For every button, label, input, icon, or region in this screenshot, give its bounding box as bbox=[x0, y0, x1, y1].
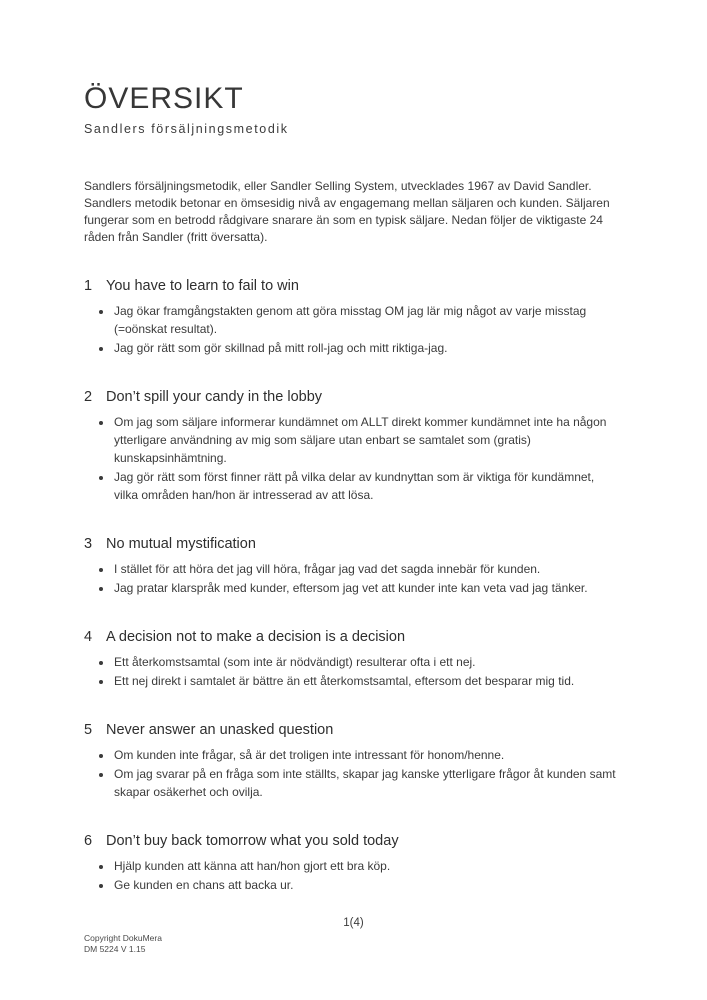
section-heading bbox=[84, 627, 621, 647]
bullet-item: • Jag gör rätt som först finner rätt på vilka delar av kundnyttan som är viktiga för kundämnet, vilka områden han/hon är intresserad av att lösa. bbox=[113, 468, 621, 504]
bullet-list bbox=[84, 857, 621, 894]
bullet-item: • I stället för att höra det jag vill höra, frågar jag vad det sagda innebär för kunden. bbox=[113, 560, 621, 578]
section-title: No mutual mystification bbox=[106, 536, 256, 552]
section-heading bbox=[84, 276, 621, 296]
bullet-item: • Ge kunden en chans att backa ur. bbox=[113, 876, 621, 894]
bullet-list bbox=[84, 302, 621, 357]
page-number: 1(4) bbox=[343, 917, 364, 929]
bullet-item: • Om kunden inte frågar, så är det troligen inte intressant för honom/henne. bbox=[113, 746, 621, 764]
section-4 bbox=[84, 627, 621, 690]
section-number: 2 bbox=[84, 389, 93, 405]
bullet-item: • Hjälp kunden att känna att han/hon gjort ett bra köp. bbox=[113, 857, 621, 875]
document-version: DM 5224 V 1.15 bbox=[84, 944, 146, 954]
section-number: 3 bbox=[84, 536, 93, 552]
bullet-item: • Ett återkomstsamtal (som inte är nödvändigt) resulterar ofta i ett nej. bbox=[113, 653, 621, 671]
bullet-item: • Jag gör rätt som gör skillnad på mitt roll-jag och mitt riktiga-jag. bbox=[113, 339, 621, 357]
bullet-item: • Om jag som säljare informerar kundämnet om ALLT direkt kommer kundämnet inte ha någon ytterligare användning av mig som säljare utan enbart se samtalet som (gratis) kunskapsinhämtning. bbox=[113, 413, 621, 467]
page-subtitle: Sandlers försäljningsmetodik bbox=[84, 122, 289, 136]
bullet-item: • Jag pratar klarspråk med kunder, eftersom jag vet att kunder inte kan veta vad jag tänker. bbox=[113, 579, 621, 597]
section-title: Never answer an unasked question bbox=[106, 722, 334, 738]
section-3 bbox=[84, 534, 621, 597]
bullet-item: • Om jag svarar på en fråga som inte ställts, skapar jag kanske ytterligare frågor åt kunden samt skapar osäkerhet och ovilja. bbox=[113, 765, 621, 801]
copyright-line: Copyright DokuMera bbox=[84, 933, 162, 943]
bullet-item: • Jag ökar framgångstakten genom att göra misstag OM jag lär mig något av varje misstag (=oönskat resultat). bbox=[113, 302, 621, 338]
section-number: 1 bbox=[84, 278, 93, 294]
section-2 bbox=[84, 387, 621, 504]
section-heading bbox=[84, 720, 621, 740]
section-heading bbox=[84, 534, 621, 554]
page-title: ÖVERSIKT bbox=[84, 82, 244, 115]
intro-paragraph: Sandlers försäljningsmetodik, eller Sandler Selling System, utvecklades 1967 av David Sandler. Sandlers metodik betonar en ömsesidig nivå av engagemang mellan säljaren och kunden. Säljaren fungerar som en betrodd rådgivare snarare än som en typisk säljare. Nedan följer de viktigaste 24 råden från Sandler (fritt översatta). bbox=[84, 179, 610, 244]
section-6 bbox=[84, 831, 621, 894]
bullet-list bbox=[84, 560, 621, 597]
bullet-item: • Ett nej direkt i samtalet är bättre än ett återkomstsamtal, eftersom det besparar mig tid. bbox=[113, 672, 621, 690]
bullet-list bbox=[84, 413, 621, 504]
section-1 bbox=[84, 276, 621, 357]
bullet-list bbox=[84, 653, 621, 690]
section-title: A decision not to make a decision is a decision bbox=[106, 629, 406, 645]
section-number: 6 bbox=[84, 833, 93, 849]
section-5 bbox=[84, 720, 621, 801]
section-heading bbox=[84, 387, 621, 407]
section-heading bbox=[84, 831, 621, 851]
footer-copyright bbox=[84, 933, 162, 955]
section-title: Don’t buy back tomorrow what you sold today bbox=[106, 833, 399, 849]
section-title: Don’t spill your candy in the lobby bbox=[106, 389, 323, 405]
section-title: You have to learn to fail to win bbox=[106, 278, 299, 294]
section-number: 4 bbox=[84, 629, 93, 645]
section-number: 5 bbox=[84, 722, 93, 738]
bullet-list bbox=[84, 746, 621, 801]
